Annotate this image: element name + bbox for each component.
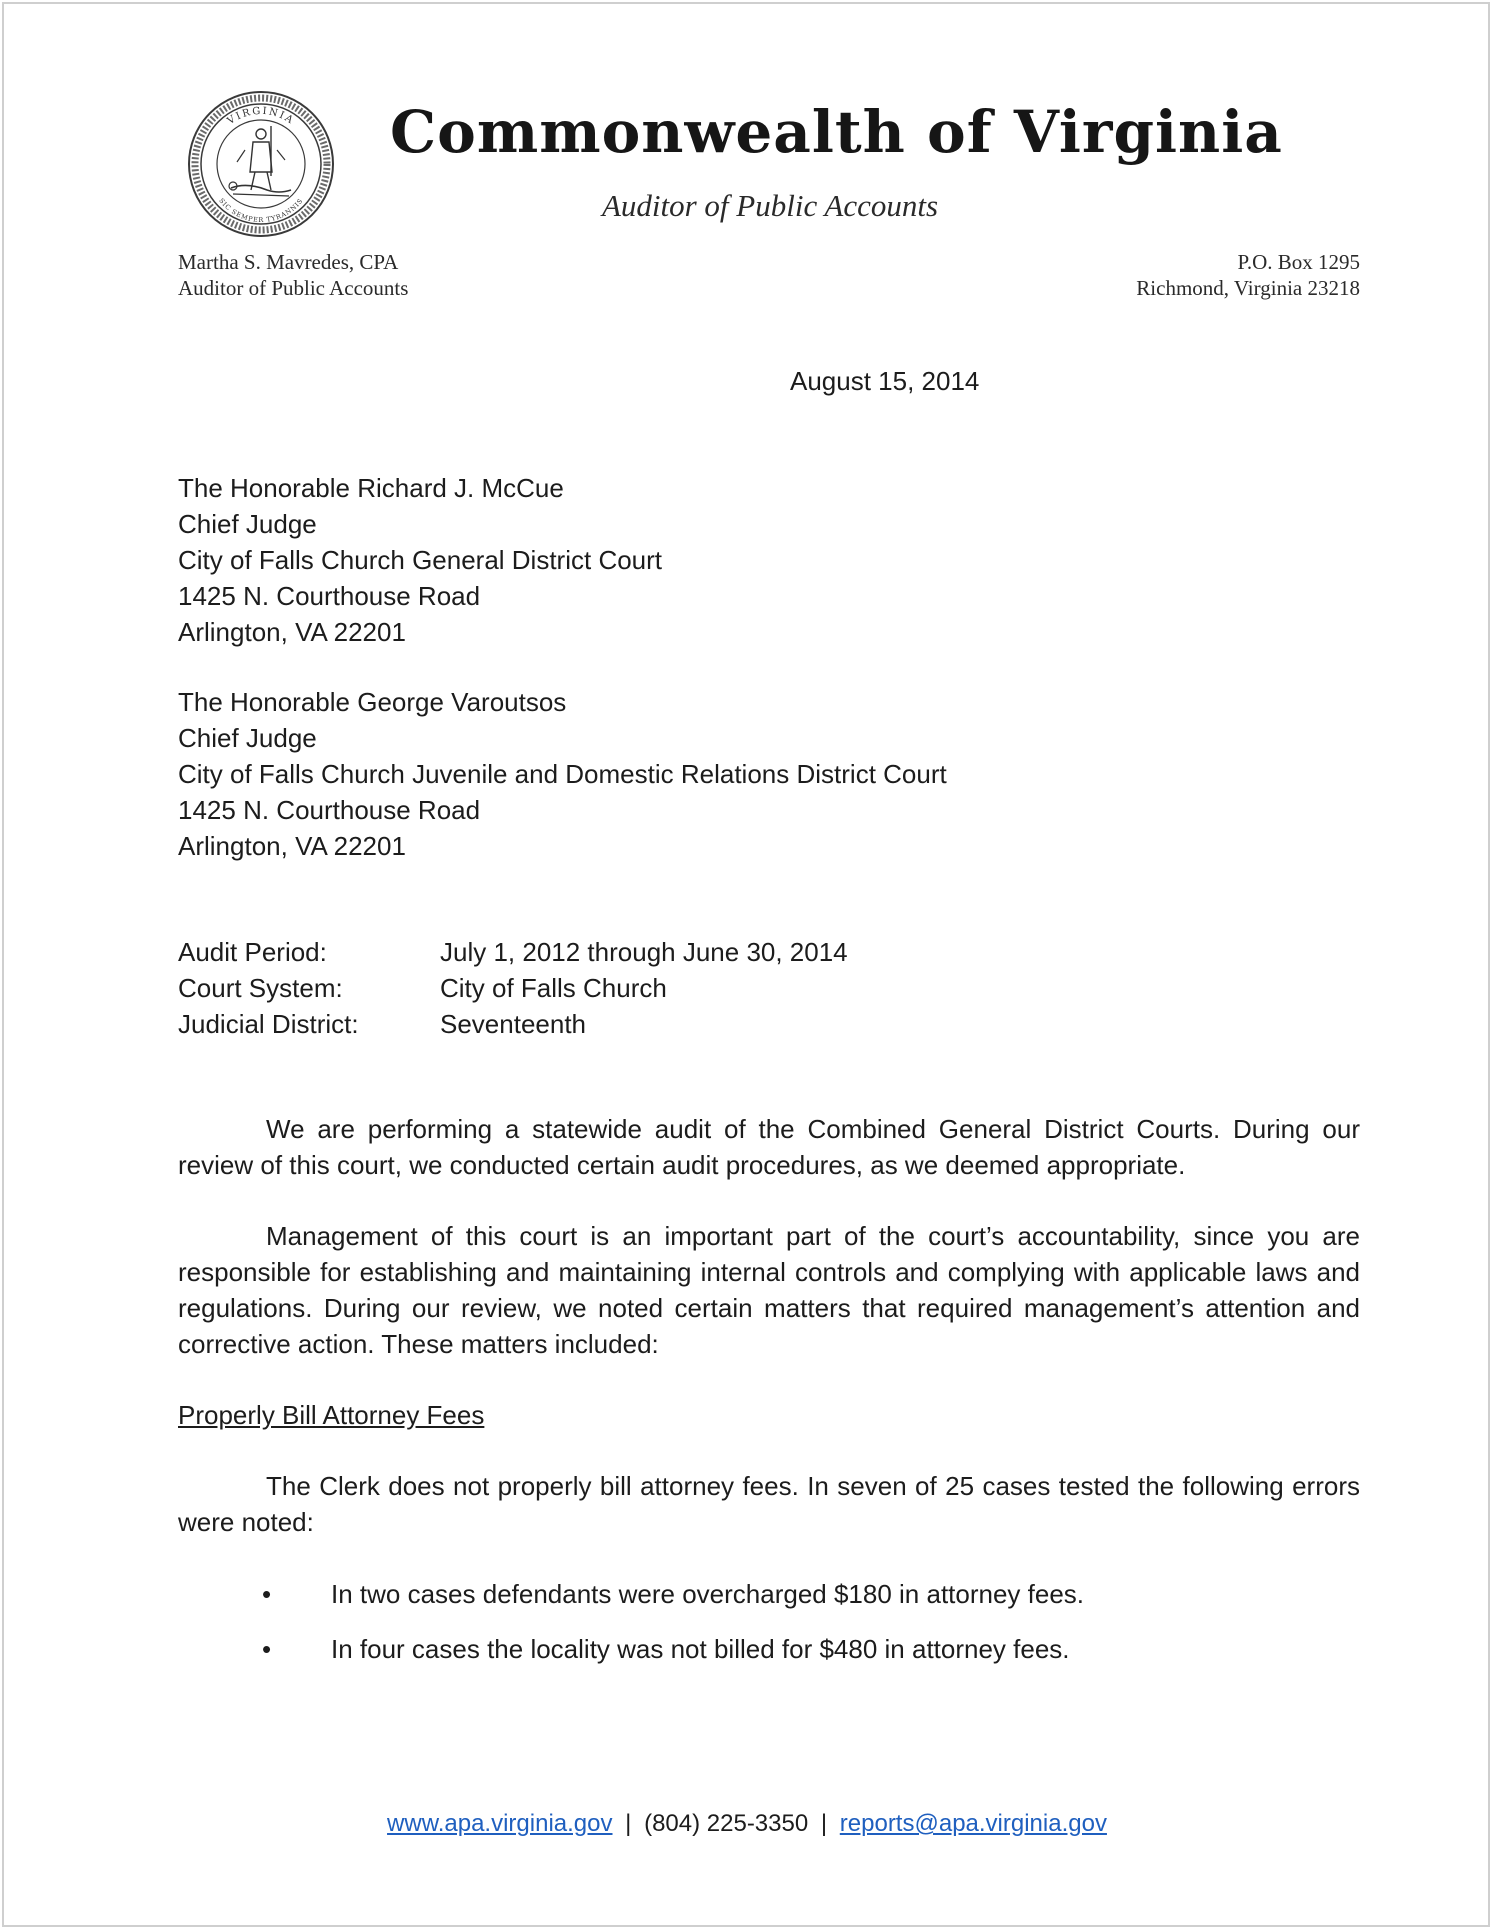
court-system-row bbox=[178, 970, 848, 1006]
list-item-text: In four cases the locality was not billed for $480 in attorney fees. bbox=[331, 1634, 1070, 1664]
recipient-city: Arlington, VA 22201 bbox=[178, 617, 406, 647]
website-link[interactable]: www.apa.virginia.gov bbox=[387, 1810, 613, 1837]
recipient-city: Arlington, VA 22201 bbox=[178, 831, 406, 861]
recipient-name: The Honorable George Varoutsos bbox=[178, 687, 567, 717]
list-item bbox=[178, 1631, 1360, 1667]
body-paragraph: We are performing a statewide audit of the Combined General District Courts. During our review of this court, we conducted certain audit procedures, as we deemed appropriate. bbox=[178, 1114, 1360, 1180]
footer-separator: | bbox=[625, 1810, 632, 1837]
virginia-seal-icon bbox=[187, 90, 335, 238]
masthead-subtitle: Auditor of Public Accounts bbox=[601, 188, 939, 223]
footer-separator: | bbox=[820, 1810, 828, 1837]
footer-phone: (804) 225-3350 bbox=[644, 1810, 809, 1837]
sender-name: Martha S. Mavredes, CPA bbox=[178, 250, 399, 274]
letter-date: August 15, 2014 bbox=[790, 366, 980, 396]
judicial-district-row bbox=[178, 1006, 848, 1042]
recipient-name: The Honorable Richard J. McCue bbox=[178, 473, 564, 503]
recipient-address bbox=[178, 684, 947, 864]
body-paragraph: The Clerk does not properly bill attorney fees. In seven of 25 cases tested the following errors were noted: bbox=[178, 1471, 1360, 1537]
footer bbox=[0, 1807, 1494, 1841]
sender-title: Auditor of Public Accounts bbox=[178, 276, 409, 300]
recipient-address bbox=[178, 470, 662, 650]
sender-address-line2: Richmond, Virginia 23218 bbox=[1136, 276, 1360, 300]
audit-period-label: Audit Period: bbox=[178, 937, 327, 967]
judicial-district-label: Judicial District: bbox=[178, 1009, 359, 1039]
audit-period-value: July 1, 2012 through June 30, 2014 bbox=[440, 937, 848, 967]
section-heading: Properly Bill Attorney Fees bbox=[178, 1400, 485, 1430]
recipient-court: City of Falls Church General District Court bbox=[178, 545, 663, 575]
audit-info bbox=[178, 934, 848, 1042]
email-link[interactable]: reports@apa.virginia.gov bbox=[839, 1810, 1107, 1837]
sender-address-block bbox=[1136, 249, 1360, 301]
recipient-court: City of Falls Church Juvenile and Domestic Relations District Court bbox=[178, 759, 947, 789]
court-system-label: Court System: bbox=[178, 973, 343, 1003]
list-item-text: In two cases defendants were overcharged $180 in attorney fees. bbox=[331, 1579, 1085, 1609]
body-paragraph: Management of this court is an important part of the court’s accountability, since you are responsible for establishing and maintaining internal controls and complying with applicable laws and regulations. During our review, we noted certain matters that required management’s attention and corrective action. These matters included: bbox=[178, 1221, 1360, 1359]
bullet-icon: • bbox=[262, 1579, 272, 1609]
list-item bbox=[178, 1576, 1360, 1612]
bullet-icon: • bbox=[262, 1634, 272, 1664]
court-system-value: City of Falls Church bbox=[440, 973, 667, 1003]
judicial-district-value: Seventeenth bbox=[440, 1009, 587, 1039]
recipient-street: 1425 N. Courthouse Road bbox=[178, 795, 481, 825]
recipient-title: Chief Judge bbox=[178, 509, 317, 539]
sender-block bbox=[178, 249, 408, 301]
recipient-street: 1425 N. Courthouse Road bbox=[178, 581, 481, 611]
seal-bottom-text: SIC SEMPER TYRANNIS bbox=[217, 196, 305, 225]
findings-list bbox=[178, 1576, 1360, 1686]
sender-address-line1: P.O. Box 1295 bbox=[1237, 250, 1360, 274]
audit-period-row bbox=[178, 934, 848, 970]
recipient-title: Chief Judge bbox=[178, 723, 317, 753]
masthead-title: Commonwealth of Virginia bbox=[390, 98, 1283, 166]
seal-top-text: VIRGINIA bbox=[225, 105, 297, 128]
